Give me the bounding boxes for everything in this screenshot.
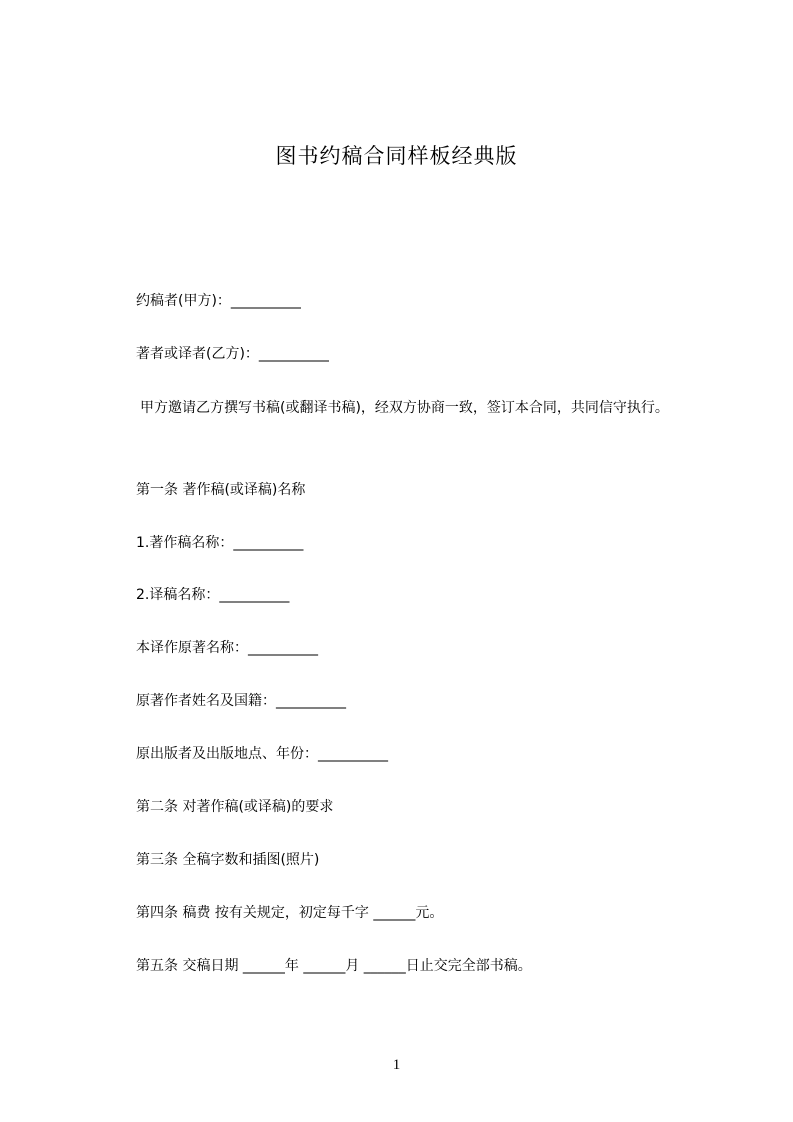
article-1-heading: 第一条 著作稿(或译稿)名称 (136, 482, 306, 498)
party-a-line: 约稿者(甲方)：__________ (136, 293, 301, 309)
article-4-line: 第四条 稿费 按有关规定，初定每千字 ______元。 (136, 905, 444, 921)
article-5-line: 第五条 交稿日期 ______年 ______月 ______日止交完全部书稿。 (136, 958, 532, 974)
article-1-item-1: 1.著作稿名称：__________ (136, 535, 304, 551)
article-1-item-2: 2.译稿名称：__________ (136, 587, 290, 603)
intro-text: 甲方邀请乙方撰写书稿(或翻译书稿)，经双方协商一致，签订本合同，共同信守执行。 (140, 400, 669, 416)
article-3-line: 第三条 全稿字数和插图(照片) (136, 852, 320, 868)
page-number: 1 (392, 1057, 401, 1073)
intro-paragraph (136, 394, 704, 423)
original-title-line: 本译作原著名称：__________ (136, 640, 318, 656)
document-title: 图书约稿合同样板经典版 (275, 144, 518, 168)
article-2-line: 第二条 对著作稿(或译稿)的要求 (136, 799, 334, 815)
party-b-line: 著者或译者(乙方)：__________ (136, 346, 329, 362)
original-publisher-line: 原出版者及出版地点、年份：__________ (136, 746, 388, 762)
original-author-line: 原著作者姓名及国籍：__________ (136, 693, 346, 709)
